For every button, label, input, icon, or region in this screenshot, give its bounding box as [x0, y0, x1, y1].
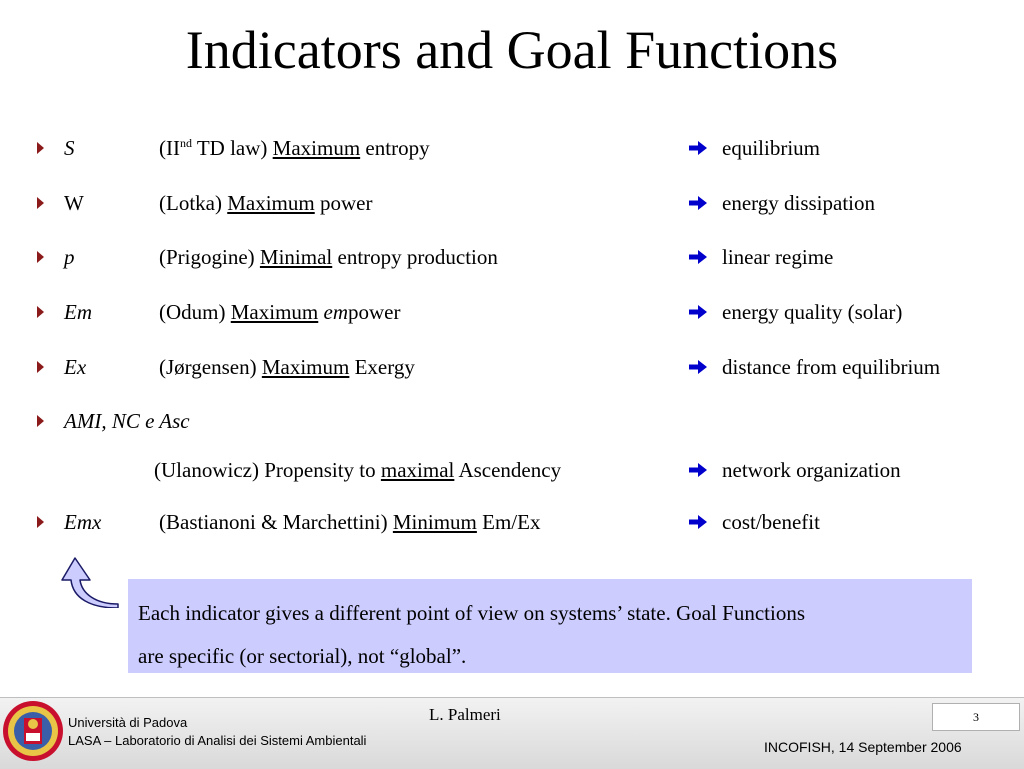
indicator-description: (Odum) Maximum empower — [159, 300, 401, 324]
right-arrow-icon — [689, 141, 707, 155]
indicator-description: (Bastianoni & Marchettini) Minimum Em/Ex — [159, 510, 541, 534]
indicator-result: distance from equilibrium — [722, 355, 941, 379]
indicator-symbol: p — [64, 245, 75, 269]
right-arrow-icon — [689, 250, 707, 264]
right-arrow-icon — [689, 196, 707, 210]
indicator-description: (Jørgensen) Maximum Exergy — [159, 355, 415, 379]
indicator-symbol: AMI, NC e Asc — [64, 409, 190, 433]
indicator-description: (Prigogine) Minimal entropy production — [159, 245, 498, 269]
event-date: INCOFISH, 14 September 2006 — [764, 739, 962, 755]
indicator-row — [0, 297, 1024, 327]
indicator-symbol: Em — [64, 300, 92, 324]
indicator-row — [0, 242, 1024, 272]
bullet-icon — [37, 415, 44, 427]
indicator-result: cost/benefit — [722, 510, 820, 534]
bullet-icon — [37, 142, 44, 154]
bullet-icon — [37, 197, 44, 209]
indicator-result: network organization — [722, 458, 901, 482]
bullet-icon — [37, 361, 44, 373]
right-arrow-icon — [689, 515, 707, 529]
university-seal-logo — [2, 700, 64, 762]
indicator-symbol: W — [64, 191, 84, 215]
bullet-icon — [37, 516, 44, 528]
bullet-icon — [37, 251, 44, 263]
indicator-row — [0, 406, 1024, 436]
note-line: are specific (or sectorial), not “global”. — [138, 644, 467, 668]
indicator-result: equilibrium — [722, 136, 820, 160]
indicator-result: linear regime — [722, 245, 834, 269]
note-line: Each indicator gives a different point of view on systems’ state. Goal Functions — [138, 601, 805, 625]
indicator-row-continuation — [0, 455, 1024, 485]
indicator-description: (Lotka) Maximum power — [159, 191, 373, 215]
indicator-symbol: Emx — [64, 510, 102, 534]
university-name: Università di Padova — [68, 715, 188, 730]
indicator-result: energy quality (solar) — [722, 300, 903, 324]
page-number: 3 — [932, 703, 1020, 731]
lab-name: LASA – Laboratorio di Analisi dei Sistemi Ambientali — [68, 733, 367, 748]
indicator-row — [0, 352, 1024, 382]
indicator-row — [0, 188, 1024, 218]
university-info — [68, 714, 366, 750]
indicator-symbol: Ex — [64, 355, 87, 379]
indicator-symbol: S — [64, 136, 75, 160]
right-arrow-icon — [689, 305, 707, 319]
right-arrow-icon — [689, 463, 707, 477]
slide-title: Indicators and Goal Functions — [185, 20, 839, 80]
indicator-description: (IInd TD law) Maximum entropy — [159, 136, 430, 160]
indicator-result: energy dissipation — [722, 191, 876, 215]
right-arrow-icon — [689, 360, 707, 374]
author-name: L. Palmeri — [429, 705, 501, 724]
curved-arrow-icon — [60, 554, 126, 608]
indicator-row — [0, 507, 1024, 537]
summary-note-box — [128, 579, 972, 673]
indicator-description: (Ulanowicz) Propensity to maximal Ascendency — [154, 458, 562, 482]
indicator-row — [0, 133, 1024, 163]
bullet-icon — [37, 306, 44, 318]
